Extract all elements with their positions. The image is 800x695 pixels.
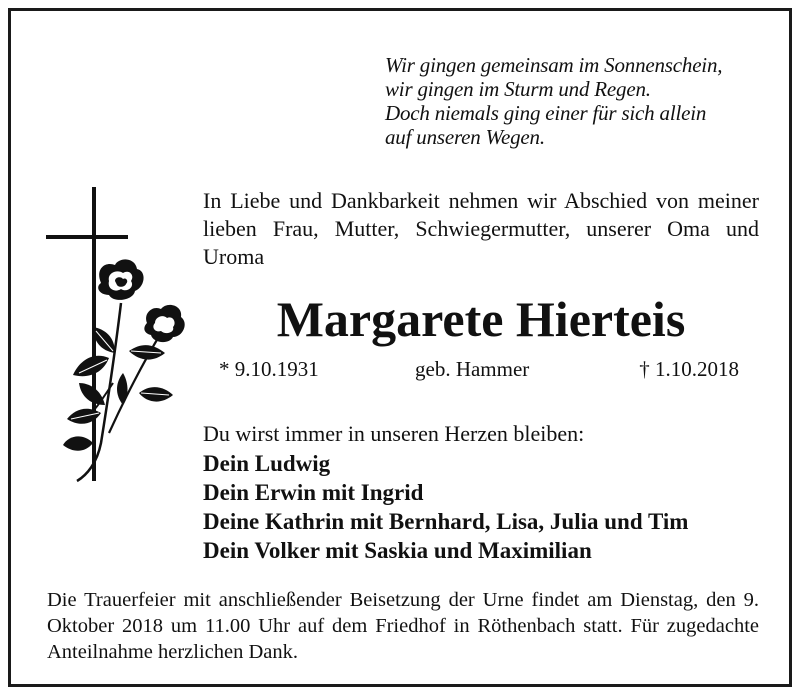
poem-line: Doch niemals ging einer für sich allein (385, 101, 707, 125)
mourners-list (203, 449, 763, 565)
poem-line: Wir gingen gemeinsam im Sonnenschein, (385, 53, 723, 77)
memorial-line: Du wirst immer in unseren Herzen bleiben: (203, 421, 585, 446)
funeral-service-text: Die Trauerfeier mit anschließender Beisetzung der Urne findet am Dienstag, den 9. Oktober 2018 um 11.00 Uhr auf dem Friedhof in Röthenbach statt. Für zugedachte Anteilnahme herzlichen Dank. (47, 589, 759, 663)
obituary-notice (8, 8, 792, 687)
mourner-entry: Dein Erwin mit Ingrid (203, 480, 424, 505)
maiden-name: geb. Hammer (415, 357, 530, 381)
poem (385, 53, 785, 149)
poem-line: wir gingen im Sturm und Regen. (385, 77, 651, 101)
birth-date: * 9.10.1931 (219, 357, 319, 381)
poem-line: auf unseren Wegen. (385, 125, 545, 149)
deceased-name: Margarete Hierteis (276, 291, 686, 347)
mourner-entry: Dein Volker mit Saskia und Maximilian (203, 538, 592, 563)
life-dates (219, 355, 739, 383)
mourner-entry: Dein Ludwig (203, 451, 331, 476)
mourner-entry: Deine Kathrin mit Bernhard, Lisa, Julia und Tim (203, 509, 689, 534)
death-date: † 1.10.2018 (639, 357, 739, 381)
intro-text: In Liebe und Dankbarkeit nehmen wir Abschied von meiner lieben Frau, Mutter, Schwiegermutter, unserer Oma und Uroma (203, 188, 759, 269)
cross-with-roses-icon (43, 183, 193, 483)
